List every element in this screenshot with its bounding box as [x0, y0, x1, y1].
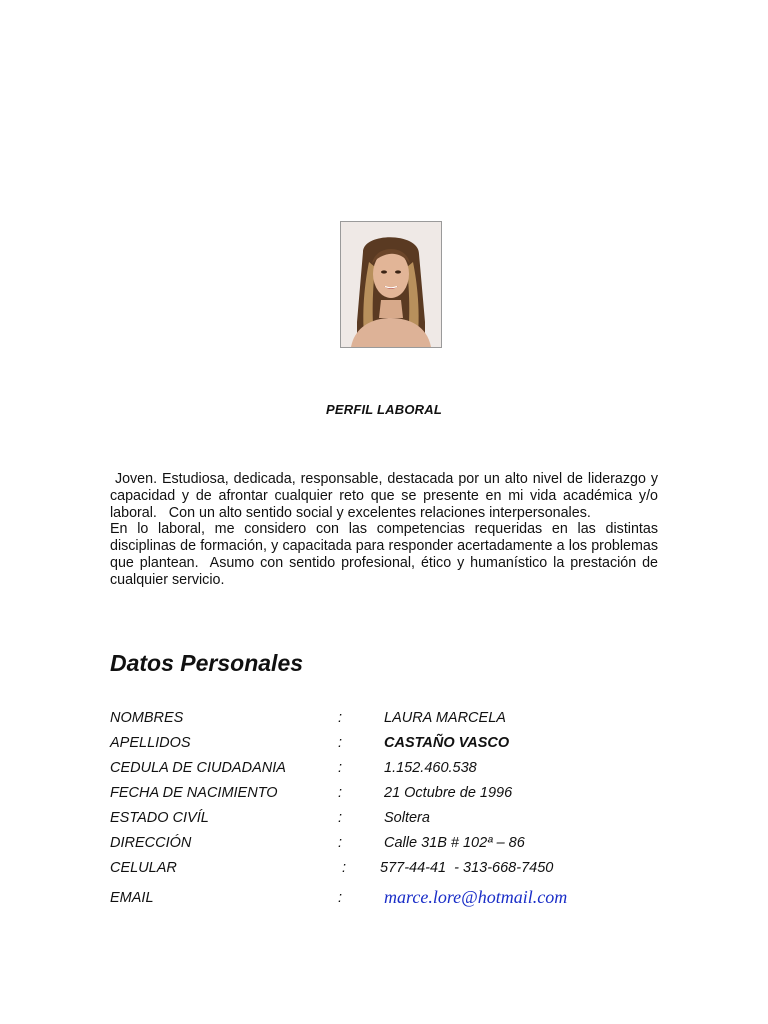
- field-label: EMAIL: [110, 890, 154, 906]
- field-row-celular: [110, 860, 670, 880]
- field-value: 1.152.460.538: [384, 760, 477, 776]
- field-label: APELLIDOS: [110, 735, 191, 751]
- field-separator: :: [338, 735, 343, 751]
- field-separator: :: [338, 760, 343, 776]
- profile-heading: PERFIL LABORAL: [326, 402, 442, 417]
- field-label: FECHA DE NACIMIENTO: [110, 785, 278, 801]
- field-label: ESTADO CIVÍL: [110, 810, 209, 826]
- field-row-email: [110, 887, 670, 910]
- field-row-estado-civil: [110, 810, 670, 830]
- profile-summary: [110, 471, 662, 589]
- field-value: 21 Octubre de 1996: [384, 785, 513, 801]
- field-separator: :: [338, 785, 343, 801]
- field-separator: :: [338, 810, 343, 826]
- profile-photo: [340, 221, 442, 348]
- field-value: CASTAÑO VASCO: [384, 735, 510, 751]
- field-label: CEDULA DE CIUDADANIA: [110, 760, 286, 776]
- field-value: 577-44-41 - 313-668-7450: [380, 860, 554, 876]
- portrait-image: [341, 222, 441, 347]
- field-row-direccion: [110, 835, 670, 855]
- field-separator: :: [338, 710, 343, 726]
- field-separator: :: [342, 860, 347, 876]
- field-row-cedula: [110, 760, 670, 780]
- field-row-fecha-nacimiento: [110, 785, 670, 805]
- profile-paragraph: En lo laboral, me considero con las competencias requeridas en las distintas disciplinas de formación, y capacitada para responder acertadamente a los problemas que plantean. Asumo con sentido profesional, ético y humanístico la prestación de cualquier servicio.: [110, 521, 662, 588]
- email-link[interactable]: marce.lore@hotmail.com: [384, 887, 568, 907]
- field-separator: :: [338, 835, 343, 851]
- field-separator: :: [338, 890, 343, 906]
- field-label: CELULAR: [110, 860, 177, 876]
- field-value: Calle 31B # 102ª – 86: [384, 835, 525, 851]
- section-title: Datos Personales: [110, 650, 304, 676]
- field-value: LAURA MARCELA: [384, 710, 506, 726]
- field-row-apellidos: [110, 735, 670, 755]
- field-label: DIRECCIÓN: [110, 835, 192, 851]
- field-row-nombres: [110, 710, 670, 730]
- field-label: NOMBRES: [110, 710, 184, 726]
- field-value: Soltera: [384, 810, 430, 826]
- profile-paragraph: Joven. Estudiosa, dedicada, responsable, destacada por un alto nivel de liderazgo y capacidad y de afrontar cualquier reto que se presente en mi vida académica y/o laboral. Con un alto sentido social y excelentes relaciones interpersonales.: [110, 471, 662, 521]
